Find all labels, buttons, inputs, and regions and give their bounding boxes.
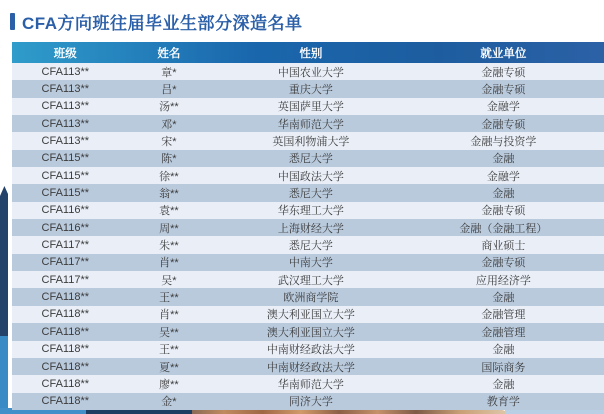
table-cell: 王** bbox=[159, 292, 179, 305]
table-cell: 中南财经政法大学 bbox=[266, 361, 355, 374]
table-cell: 宋* bbox=[161, 136, 177, 149]
table-row bbox=[12, 150, 604, 167]
page-title: CFA方向班往届毕业生部分深造名单 bbox=[22, 14, 303, 33]
table-cell: CFA113** bbox=[41, 117, 90, 130]
table-row bbox=[12, 358, 604, 375]
table-cell: 澳大利亚国立大学 bbox=[266, 326, 355, 339]
table-cell: 商业硕士 bbox=[481, 240, 526, 253]
table-row bbox=[12, 202, 604, 219]
table-cell: CFA113** bbox=[41, 135, 90, 148]
table-cell: 金融学 bbox=[486, 101, 520, 114]
column-header-4: 就业单位 bbox=[480, 47, 527, 60]
table-cell: 华东理工大学 bbox=[277, 205, 344, 218]
table-cell: 金融 bbox=[492, 188, 515, 201]
table-cell: CFA115** bbox=[41, 169, 90, 182]
table-cell: CFA118** bbox=[41, 325, 90, 338]
table-cell: CFA116** bbox=[41, 221, 90, 234]
table-cell: CFA118** bbox=[41, 395, 90, 408]
table-cell: CFA118** bbox=[41, 291, 90, 304]
column-header-2: 姓名 bbox=[157, 47, 181, 60]
table-cell: 金融学 bbox=[486, 170, 520, 183]
table-cell: 邓* bbox=[161, 118, 177, 131]
table-cell: 中南财经政法大学 bbox=[266, 344, 355, 357]
table-cell: 上海财经大学 bbox=[277, 222, 344, 235]
table-cell: 金融管理 bbox=[481, 309, 526, 322]
table-row bbox=[12, 80, 604, 97]
table-cell: 汤** bbox=[159, 101, 179, 114]
table-cell: CFA118** bbox=[41, 343, 90, 356]
table-cell: 徐** bbox=[159, 170, 179, 183]
table-header bbox=[12, 42, 604, 63]
table-cell: 悉尼大学 bbox=[288, 188, 333, 201]
table-cell: CFA113** bbox=[41, 83, 90, 96]
table-cell: CFA113** bbox=[41, 100, 90, 113]
table-cell: CFA116** bbox=[41, 204, 90, 217]
table-row bbox=[12, 323, 604, 340]
table-cell: 王** bbox=[159, 344, 179, 357]
table-cell: 金融 bbox=[492, 153, 515, 166]
table-cell: 应用经济学 bbox=[475, 274, 531, 287]
table-row bbox=[12, 288, 604, 305]
table-cell: 金融 bbox=[492, 292, 515, 305]
table-cell: 章* bbox=[161, 66, 177, 79]
table-cell: 翁** bbox=[159, 188, 179, 201]
table-row bbox=[12, 341, 604, 358]
table-cell: 中国农业大学 bbox=[277, 66, 344, 79]
table-row bbox=[12, 63, 604, 80]
left-blue-ribbon bbox=[0, 336, 8, 414]
table-cell: 袁** bbox=[159, 205, 179, 218]
table-cell: 金融专硕 bbox=[481, 205, 526, 218]
table-cell: 武汉理工大学 bbox=[277, 274, 344, 287]
table-cell: 肖** bbox=[159, 257, 179, 270]
table-cell: CFA115** bbox=[41, 152, 90, 165]
page-title-row bbox=[10, 9, 303, 34]
table-cell: CFA117** bbox=[41, 273, 90, 286]
table-row bbox=[12, 393, 604, 410]
table-cell: 廖** bbox=[159, 378, 179, 391]
table-cell: 重庆大学 bbox=[288, 84, 333, 97]
table-cell: CFA115** bbox=[41, 187, 90, 200]
table-cell: CFA117** bbox=[41, 239, 90, 252]
table-row bbox=[12, 167, 604, 184]
table-cell: 吴* bbox=[161, 274, 177, 287]
table-cell: 肖** bbox=[159, 309, 179, 322]
table-cell: 英国利物浦大学 bbox=[272, 136, 350, 149]
table-cell: 中南大学 bbox=[288, 257, 333, 270]
table-cell: 金融专硕 bbox=[481, 84, 526, 97]
table-row bbox=[12, 254, 604, 271]
table-cell: 中国政法大学 bbox=[277, 170, 344, 183]
table-cell: CFA118** bbox=[41, 377, 90, 390]
left-navy-ribbon bbox=[0, 186, 8, 338]
table-cell: 华南师范大学 bbox=[277, 378, 344, 391]
table-row bbox=[12, 115, 604, 132]
table-cell: 吴** bbox=[159, 326, 179, 339]
table-row bbox=[12, 98, 604, 115]
table-cell: 金融专硕 bbox=[481, 66, 526, 79]
table-cell: 金融专硕 bbox=[481, 118, 526, 131]
table-cell: 陈* bbox=[161, 153, 177, 166]
table-cell: 欧洲商学院 bbox=[283, 292, 339, 305]
table-cell: 同济大学 bbox=[288, 396, 333, 409]
table-row bbox=[12, 271, 604, 288]
table-row bbox=[12, 132, 604, 149]
table-cell: 英国萨里大学 bbox=[277, 101, 344, 114]
table-cell: 金融 bbox=[492, 344, 515, 357]
table-row bbox=[12, 306, 604, 323]
table-row bbox=[12, 375, 604, 392]
table-row bbox=[12, 236, 604, 253]
table-cell: 教育学 bbox=[486, 396, 520, 409]
column-header-1: 班级 bbox=[53, 47, 77, 60]
table-row bbox=[12, 184, 604, 201]
table-cell: 周** bbox=[159, 222, 179, 235]
column-header-3: 性别 bbox=[299, 47, 323, 60]
table-cell: 朱** bbox=[159, 240, 179, 253]
table-cell: 金融与投资学 bbox=[470, 136, 537, 149]
table-cell: 澳大利亚国立大学 bbox=[266, 309, 355, 322]
table-cell: 悉尼大学 bbox=[288, 240, 333, 253]
table-cell: 夏** bbox=[159, 361, 179, 374]
table-cell: 金融专硕 bbox=[481, 257, 526, 270]
table-cell: 金融（金融工程） bbox=[459, 222, 548, 235]
table-cell: 金融管理 bbox=[481, 326, 526, 339]
table-cell: CFA113** bbox=[41, 65, 90, 78]
table-cell: 金融 bbox=[492, 378, 515, 391]
table-cell: 悉尼大学 bbox=[288, 153, 333, 166]
table-cell: 吕* bbox=[161, 84, 177, 97]
table-cell: CFA118** bbox=[41, 360, 90, 373]
title-accent-bar-icon bbox=[10, 13, 15, 30]
graduates-table bbox=[12, 42, 604, 410]
table-cell: 金* bbox=[161, 396, 177, 409]
table-header-row bbox=[12, 42, 604, 63]
table-cell: 国际商务 bbox=[481, 361, 526, 374]
table-cell: 华南师范大学 bbox=[277, 118, 344, 131]
table-cell: CFA117** bbox=[41, 256, 90, 269]
table-row bbox=[12, 219, 604, 236]
table-cell: CFA118** bbox=[41, 308, 90, 321]
